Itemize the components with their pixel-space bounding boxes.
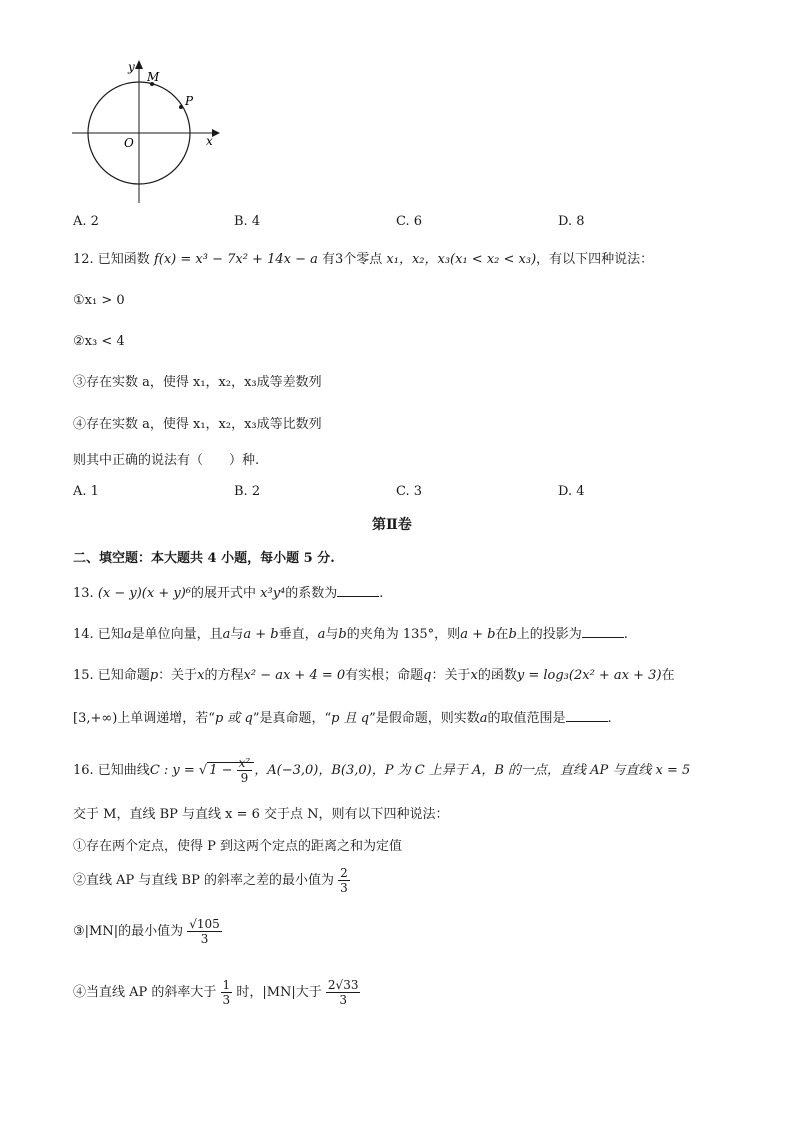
q16-statement-2 [73,866,350,895]
q16-statement-4 [73,978,360,1007]
q14-part5: 与 [325,627,339,642]
q15-line2 [73,708,612,728]
q16-frac-den: 9 [240,771,249,785]
q16-frac-num: x² [238,756,251,770]
x-axis-arrow [212,129,220,137]
label-m: M [147,70,160,84]
q16-s2-den: 3 [340,881,348,895]
q15-q: q [423,668,432,683]
q14 [73,624,628,644]
q13-tail: 的系数为 [285,586,338,601]
q16-points: ，A(−3,0)，B(3,0)， [254,763,385,778]
q12-stem [73,251,653,269]
point-p [179,105,183,109]
q15-end: . [607,711,612,726]
q11-option-c[interactable]: C. 6 [396,214,423,229]
q15-p-or-q: p 或 q [214,711,253,726]
section2-heading: 二、填空题：本大题共 4 小题，每小题 5 分. [73,551,335,566]
circle-figure [62,55,232,210]
q15-a: a [479,711,488,726]
q13-expression: (x − y)(x + y)⁶ [97,586,191,601]
q15-text-d: 有实根；命题 [345,668,424,683]
q15-answer-blank[interactable] [566,708,608,722]
q13-text: 的展开式中 [191,586,257,601]
q15-text-a: 15. 已知命题 [73,668,150,683]
q16-sqrt-fraction [237,756,253,785]
q12-suffix: ，有以下四种说法： [536,252,654,267]
q13 [73,583,383,603]
q16-prefix: 16. 已知曲线 [73,763,150,778]
q16-s2-fraction [338,866,350,895]
q14-part4: 垂直， [278,627,318,642]
q15-line1 [73,667,675,685]
q16-s4-text-a: ④当直线 AP 的斜率大于 [73,985,217,1000]
q14-part2: 是单位向量，且 [131,627,223,642]
q16-line2: 交于 M，直线 BP 与直线 x = 6 交于点 N，则有以下四种说法： [73,807,449,822]
q16-s4-fraction-2 [326,978,361,1007]
label-y: y [128,60,135,74]
q14-vec-b-2: b [508,627,517,642]
q15-text-k: 的取值范围是 [487,711,566,726]
q16-s3-num: √105 [189,917,220,931]
q15-x: x [197,668,205,683]
q14-vec-a-2: a [222,627,231,642]
q13-number: 13. [73,586,94,601]
q14-vec-a: a [123,627,132,642]
q15-text-j: ”是假命题，则实数 [369,711,480,726]
q15-text-e: ：关于 [431,668,471,683]
q11-option-d[interactable]: D. 8 [558,214,585,229]
q12-statement-4: ④存在实数 a，使得 x₁，x₂，x₃成等比数列 [73,417,322,432]
q15-function: y = log₃(2x² + ax + 3) [516,668,662,683]
q12-question: 则其中正确的说法有（ ）种. [73,453,260,468]
q15-text-h: 上单调递增，若“ [117,711,215,726]
q13-end: . [379,586,384,601]
q16-curve: C : y = [149,763,195,778]
q13-term: x³y⁴ [260,586,286,601]
q16-s4-fraction-1 [221,978,233,1007]
q12-statement-3: ③存在实数 a，使得 x₁，x₂，x₃成等差数列 [73,375,322,390]
q16-s4-den2: 3 [339,993,348,1007]
q16-statement-1: ①存在两个定点，使得 P 到这两个定点的距离之和为定值 [73,839,403,854]
q11-option-a[interactable]: A. 2 [73,214,99,229]
q12-option-a[interactable]: A. 1 [73,484,99,499]
q16-statement-3 [73,917,222,946]
q14-part6: 的夹角为 135°，则 [346,627,461,642]
q12-option-b[interactable]: B. 2 [234,484,261,499]
y-axis-arrow [135,60,143,69]
q14-vec-ab-2: a + b [460,627,496,642]
part2-title: 第Ⅱ卷 [372,517,412,533]
q16-s3-den: 3 [200,932,209,946]
q14-part8: 上的投影为 [516,627,582,642]
label-o: O [124,136,134,150]
q16-s2-num: 2 [340,866,348,880]
q14-part3: 与 [230,627,244,642]
q15-p: p [149,668,159,683]
q16-line1-rest: P 为 C 上异于 A，B 的一点，直线 AP 与直线 x = 5 [384,763,691,778]
q12-mid: 有3个零点 [322,252,383,267]
q15-x-2: x [470,668,478,683]
q12-statement-1: ①x₁ > 0 [73,293,125,308]
q15-text-f: 的函数 [477,668,517,683]
q16-s2-text: ②直线 AP 与直线 BP 的斜率之差的最小值为 [73,873,334,888]
q15-interval: [3,+∞) [73,711,118,726]
q16-s4-num1: 1 [222,978,231,992]
label-p: P [185,94,194,108]
label-x: x [206,134,213,148]
q16-s4-den1: 3 [222,993,231,1007]
q14-end: . [623,627,628,642]
q12-function: f(x) = x³ − 7x² + 14x − a [153,252,318,267]
q15-text-g: 在 [661,668,675,683]
q15-p-and-q: p 且 q [331,711,370,726]
q15-text-i: ”是真命题，“ [252,711,332,726]
q14-vec-ab: a + b [243,627,279,642]
q14-answer-blank[interactable] [582,624,624,638]
q16-sqrt: √ 1 − $\frac{\text{x²}}{9}$ [199,762,254,778]
q14-vec-a-3: a [317,627,326,642]
q14-part1: 14. 已知 [73,627,124,642]
q15-text-b: ：关于 [158,668,198,683]
q14-vec-b: b [338,627,347,642]
q12-option-d[interactable]: D. 4 [558,484,585,499]
q16-s3-text: ③|MN|的最小值为 [73,924,184,939]
q16-s4-text-b: 时，|MN|大于 [236,985,322,1000]
q14-part7: 在 [495,627,509,642]
q12-statement-2: ②x₃ < 4 [73,334,125,349]
q15-text-c: 的方程 [204,668,244,683]
q16-s3-fraction [187,917,222,946]
q12-option-c[interactable]: C. 3 [396,484,423,499]
q13-answer-blank[interactable] [337,583,379,597]
q16-line1 [73,756,690,785]
q16-s4-num2: 2√33 [327,978,359,992]
q15-equation: x² − ax + 4 = 0 [243,668,346,683]
q16-sqrt-lead: 1 − [209,763,233,778]
q12-prefix: 12. 已知函数 [73,252,150,267]
q12-zeros: x₁，x₂，x₃(x₁ < x₂ < x₃) [386,252,537,267]
q11-option-b[interactable]: B. 4 [234,214,261,229]
